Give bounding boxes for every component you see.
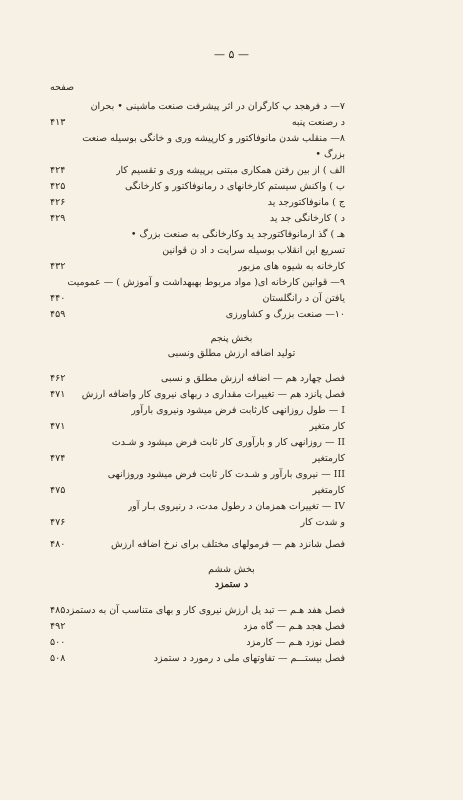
toc-entry xyxy=(0,538,463,554)
toc-entry-page: ۴۲۴ xyxy=(50,165,66,176)
toc-entry-text: یافتن آن د رانگلستان xyxy=(262,293,345,304)
toc-entry-page: ۴۸۰ xyxy=(50,539,66,550)
toc-entry-text: ۱۰— صنعت بزرگ و کشاورزی xyxy=(225,309,345,320)
part-title: بخش ششم xyxy=(208,564,255,575)
toc-entry-text: کارمتغیر xyxy=(312,453,345,464)
toc-entry-text: فصل هفد هـم — تبد یل ارزش نیروی کار و بهای متناسب آن به دستمزد xyxy=(65,605,345,616)
page-column-header: صفحه xyxy=(50,82,75,93)
toc-entry-text: فصل هجد هـم — گاه مزد xyxy=(243,621,345,632)
toc-entry xyxy=(0,604,463,620)
toc-entry xyxy=(0,148,463,164)
toc-entry-text: و شدت کار xyxy=(300,517,345,528)
toc-entry xyxy=(0,468,463,484)
toc-entry-text: د ) کارخانگی جد ید xyxy=(269,213,345,224)
toc-entry-page: ۴۵۹ xyxy=(50,309,66,320)
toc-entry xyxy=(0,372,463,388)
toc-entry xyxy=(0,500,463,516)
toc-entry xyxy=(0,436,463,452)
toc-entry-text: فصل چهارد هم — اضافه ارزش مطلق و نسبی xyxy=(160,373,345,384)
toc-entry xyxy=(0,308,463,324)
toc-entry xyxy=(0,164,463,180)
toc-entry xyxy=(0,292,463,308)
toc-entry-text: بزرگ • xyxy=(315,149,345,160)
page-number: — ۵ — xyxy=(214,48,249,61)
toc-entry-text: II — روزانهی کار و بارآوری کار ثابت فرض میشود و شـدت xyxy=(111,437,345,448)
toc-entry-text: فصل نوزد هـم — کارمزد xyxy=(246,637,345,648)
toc-entry xyxy=(0,212,463,228)
toc-entry xyxy=(0,388,463,404)
toc-entry xyxy=(0,404,463,420)
toc-entry-page: ۴۳۲ xyxy=(50,261,66,272)
toc-entry-text: کار متغیر xyxy=(309,421,345,432)
toc-entry-page: ۴۷۴ xyxy=(50,453,66,464)
toc-entry-page: ۴۲۶ xyxy=(50,197,66,208)
toc-entry-text: I — طول روزانهی کارثابت فرض میشود ونیروی بارآور xyxy=(131,405,345,416)
toc-entry-page: ۴۷۶ xyxy=(50,517,66,528)
toc-entry-text: IV — تغییرات همزمان د رطول مدت، د رنیروی بـار آور xyxy=(127,501,345,512)
toc-entry-page: ۴۲۵ xyxy=(50,181,66,192)
toc-entry xyxy=(0,636,463,652)
toc-entry xyxy=(0,196,463,212)
toc-entry-text: کارمتغیر xyxy=(312,485,345,496)
part-subtitle: تولید اضافه ارزش مطلق ونسبی xyxy=(167,348,296,359)
toc-entry-page: ۴۷۵ xyxy=(50,485,66,496)
toc-entry-page: ۴۸۵ xyxy=(50,605,66,616)
toc-entry xyxy=(0,100,463,116)
toc-entry-text: III — نیروی بارآور و شـدت کار ثابت فرض میشود وروزانهی xyxy=(107,469,345,480)
toc-entry-text: د رصنعت پنبه xyxy=(291,117,345,128)
toc-entry-text: ج ) مانوفاکتورجد ید xyxy=(267,197,345,208)
toc-entry-page: ۴۴۰ xyxy=(50,293,66,304)
toc-entry xyxy=(0,260,463,276)
toc-entry-page: ۴۷۱ xyxy=(50,389,66,400)
toc-entry-page: ۴۶۲ xyxy=(50,373,66,384)
toc-entry xyxy=(0,116,463,132)
toc-entry-page: ۴۱۳ xyxy=(50,117,66,128)
toc-entry xyxy=(0,620,463,636)
toc-entry xyxy=(0,276,463,292)
toc-entry-text: ۸— منقلب شدن مانوفاکتور و کارپیشه وری و خانگی بوسیله صنعت xyxy=(82,133,345,144)
toc-entry-text: الف ) از بین رفتن همکاری مبتنی برپیشه وری و تقسیم کار xyxy=(115,165,345,176)
toc-entry-text: فصل بیستـــم — تفاوتهای ملی د رمورد د ستمزد xyxy=(153,653,345,664)
toc-entry xyxy=(0,652,463,668)
toc-entry xyxy=(0,244,463,260)
toc-entry-text: فصل پانزد هم — تغییرات مقداری د ربهای نیروی کار واضافه ارزش xyxy=(81,389,345,400)
toc-entry-text: ب ) واکنش سیستم کارخانهای د رمانوفاکتور و کارخانگی xyxy=(125,181,345,192)
toc-entry xyxy=(0,132,463,148)
toc-entry-page: ۴۲۹ xyxy=(50,213,66,224)
toc-entry-text: ۷— د فرهجد پ کارگران در اثر پیشرفت صنعت ماشینی • بحران xyxy=(90,101,345,112)
toc-entry-page: ۵۰۰ xyxy=(50,637,66,648)
toc-entry xyxy=(0,516,463,532)
toc-entry xyxy=(0,420,463,436)
part-subtitle: د ستمزد xyxy=(214,579,249,590)
toc-entry-page: ۴۷۱ xyxy=(50,421,66,432)
toc-entry xyxy=(0,228,463,244)
toc-entry-text: ۹— قوانین کارخانه ای( مواد مربوط بهبهداشت و آموزش ) — عمومیت xyxy=(67,277,345,288)
toc-entry xyxy=(0,180,463,196)
toc-entry-page: ۴۹۲ xyxy=(50,621,66,632)
part-title: بخش پنجم xyxy=(210,333,253,344)
toc-entry-text: فصل شانزد هم — فرمولهای مختلف برای نرخ اضافه ارزش xyxy=(110,539,345,550)
toc-entry-text: کارخانه به شیوه های مزبور xyxy=(238,261,345,272)
toc-entry-text: تسریع این انقلاب بوسیله سرایت د اد ن قوانین xyxy=(162,245,345,256)
toc-entry-page: ۵۰۸ xyxy=(50,653,66,664)
toc-entry xyxy=(0,484,463,500)
toc-entry-text: هـ ) گذ ارمانوفاکتورجد ید وکارخانگی به صنعت بزرگ • xyxy=(130,229,345,240)
toc-entry xyxy=(0,452,463,468)
